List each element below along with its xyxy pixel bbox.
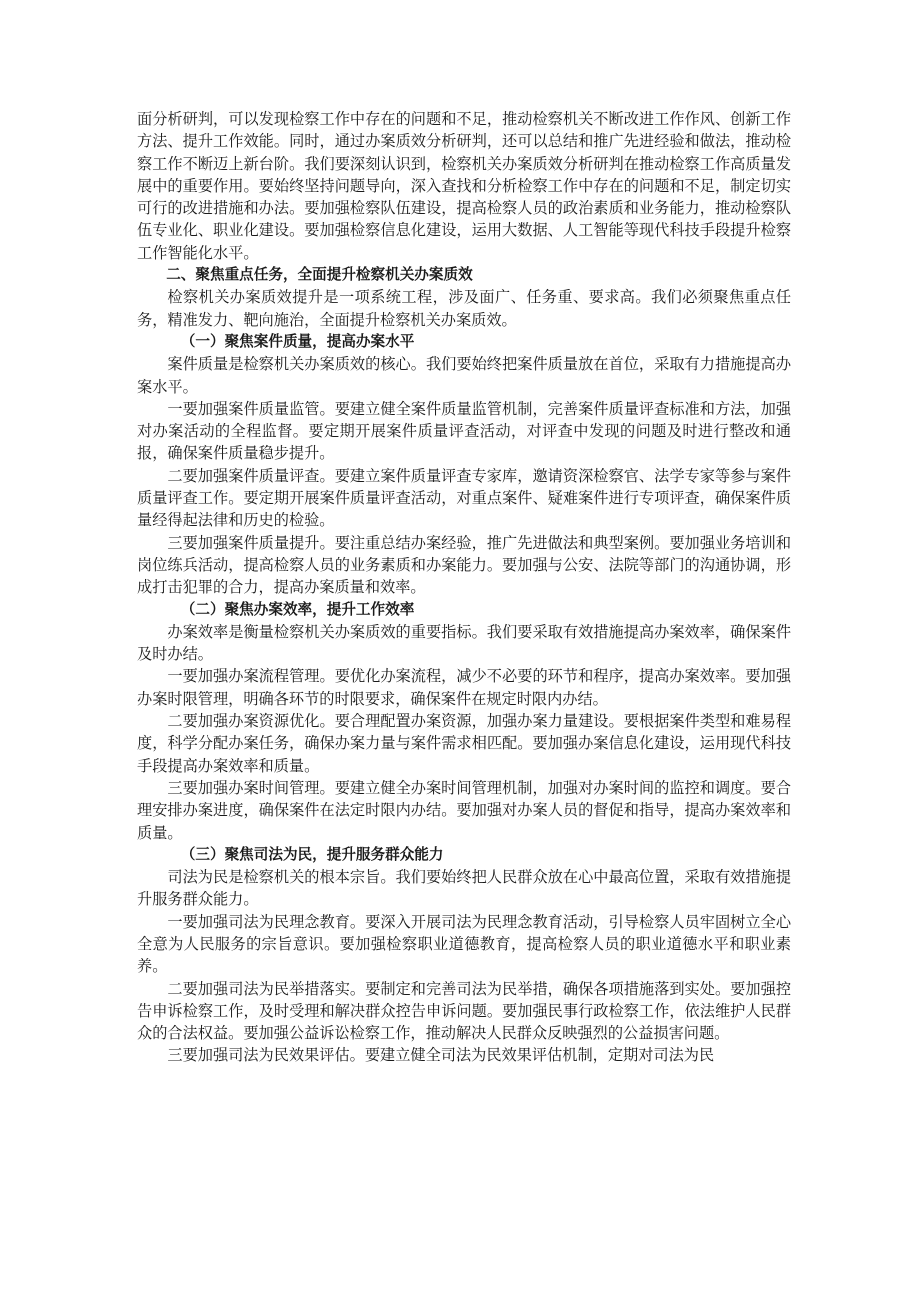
paragraph: 检察机关办案质效提升是一项系统工程，涉及面广、任务重、要求高。我们必须聚焦重点任务，精准发力、靶向施治，全面提升检察机关办案质效。 [137, 288, 791, 329]
section-heading-2: 二、聚焦重点任务，全面提升检察机关办案质效 [166, 266, 473, 284]
subsection-heading-3: （三）聚焦司法为民，提升服务群众能力 [180, 845, 444, 863]
paragraph: 一要加强案件质量监管。要建立健全案件质量监管机制，完善案件质量评查标准和方法，加强对办案活动的全程监督。要定期开展案件质量评查活动，对评查中发现的问题及时进行整改和通报，确保案件质量稳步提升。 [137, 399, 791, 463]
document-page [137, 108, 791, 1067]
paragraph: 三要加强办案时间管理。要建立健全办案时间管理机制，加强对办案时间的监控和调度。要合理安排办案进度，确保案件在法定时限内办结。要加强对办案人员的督促和指导，提高办案效率和质量。 [137, 778, 791, 842]
paragraph: 司法为民是检察机关的根本宗旨。我们要始终把人民群众放在心中最高位置，采取有效措施提升服务群众能力。 [137, 868, 791, 909]
paragraph: 一要加强办案流程管理。要优化办案流程，减少不必要的环节和程序，提高办案效率。要加强办案时限管理，明确各环节的时限要求，确保案件在规定时限内办结。 [137, 667, 791, 708]
paragraph: 案件质量是检察机关办案质效的核心。我们要始终把案件质量放在首位，采取有力措施提高办案水平。 [137, 355, 791, 396]
paragraph: 二要加强案件质量评查。要建立案件质量评查专家库，邀请资深检察官、法学专家等参与案件质量评查工作。要定期开展案件质量评查活动，对重点案件、疑难案件进行专项评查，确保案件质量经得起法律和历史的检验。 [137, 466, 791, 530]
subsection-heading-2: （二）聚焦办案效率，提升工作效率 [180, 600, 415, 618]
paragraph: 二要加强司法为民举措落实。要制定和完善司法为民举措，确保各项措施落到实处。要加强控告申诉检察工作，及时受理和解决群众控告申诉问题。要加强民事行政检察工作，依法维护人民群众的合法权益。要加强公益诉讼检察工作，推动解决人民群众反映强烈的公益损害问题。 [137, 979, 791, 1043]
subsection-heading-1: （一）聚焦案件质量，提高办案水平 [180, 332, 415, 350]
paragraph: 三要加强司法为民效果评估。要建立健全司法为民效果评估机制，定期对司法为民 [167, 1046, 715, 1065]
paragraph: 一要加强司法为民理念教育。要深入开展司法为民理念教育活动，引导检察人员牢固树立全心全意为人民服务的宗旨意识。要加强检察职业道德教育，提高检察人员的职业道德水平和职业素养。 [137, 912, 791, 976]
paragraph: 办案效率是衡量检察机关办案质效的重要指标。我们要采取有效措施提高办案效率，确保案件及时办结。 [137, 622, 791, 664]
paragraph: 二要加强办案资源优化。要合理配置办案资源，加强办案力量建设。要根据案件类型和难易程度，科学分配办案任务，确保办案力量与案件需求相匹配。要加强办案信息化建设，运用现代科技手段提高办案效率和质量。 [137, 712, 791, 775]
paragraph-intro-continued: 面分析研判，可以发现检察工作中存在的问题和不足，推动检察机关不断改进工作作风、创新工作方法、提升工作效能。同时，通过办案质效分析研判，还可以总结和推广先进经验和做法，推动检察工作不断迈上新台阶。我们要深刻认识到，检察机关办案质效分析研判在推动检察工作高质量发展中的重要作用。要始终坚持问题导向，深入查找和分析检察工作中存在的问题和不足，制定切实可行的改进措施和办法。要加强检察队伍建设，提高检察人员的政治素质和业务能力，推动检察队伍专业化、职业化建设。要加强检察信息化建设，运用大数据、人工智能等现代科技手段提升检察工作智能化水平。 [137, 110, 791, 262]
paragraph: 三要加强案件质量提升。要注重总结办案经验，推广先进做法和典型案例。要加强业务培训和岗位练兵活动，提高检察人员的业务素质和办案能力。要加强与公安、法院等部门的沟通协调，形成打击犯罪的合力，提高办案质量和效率。 [137, 533, 791, 597]
